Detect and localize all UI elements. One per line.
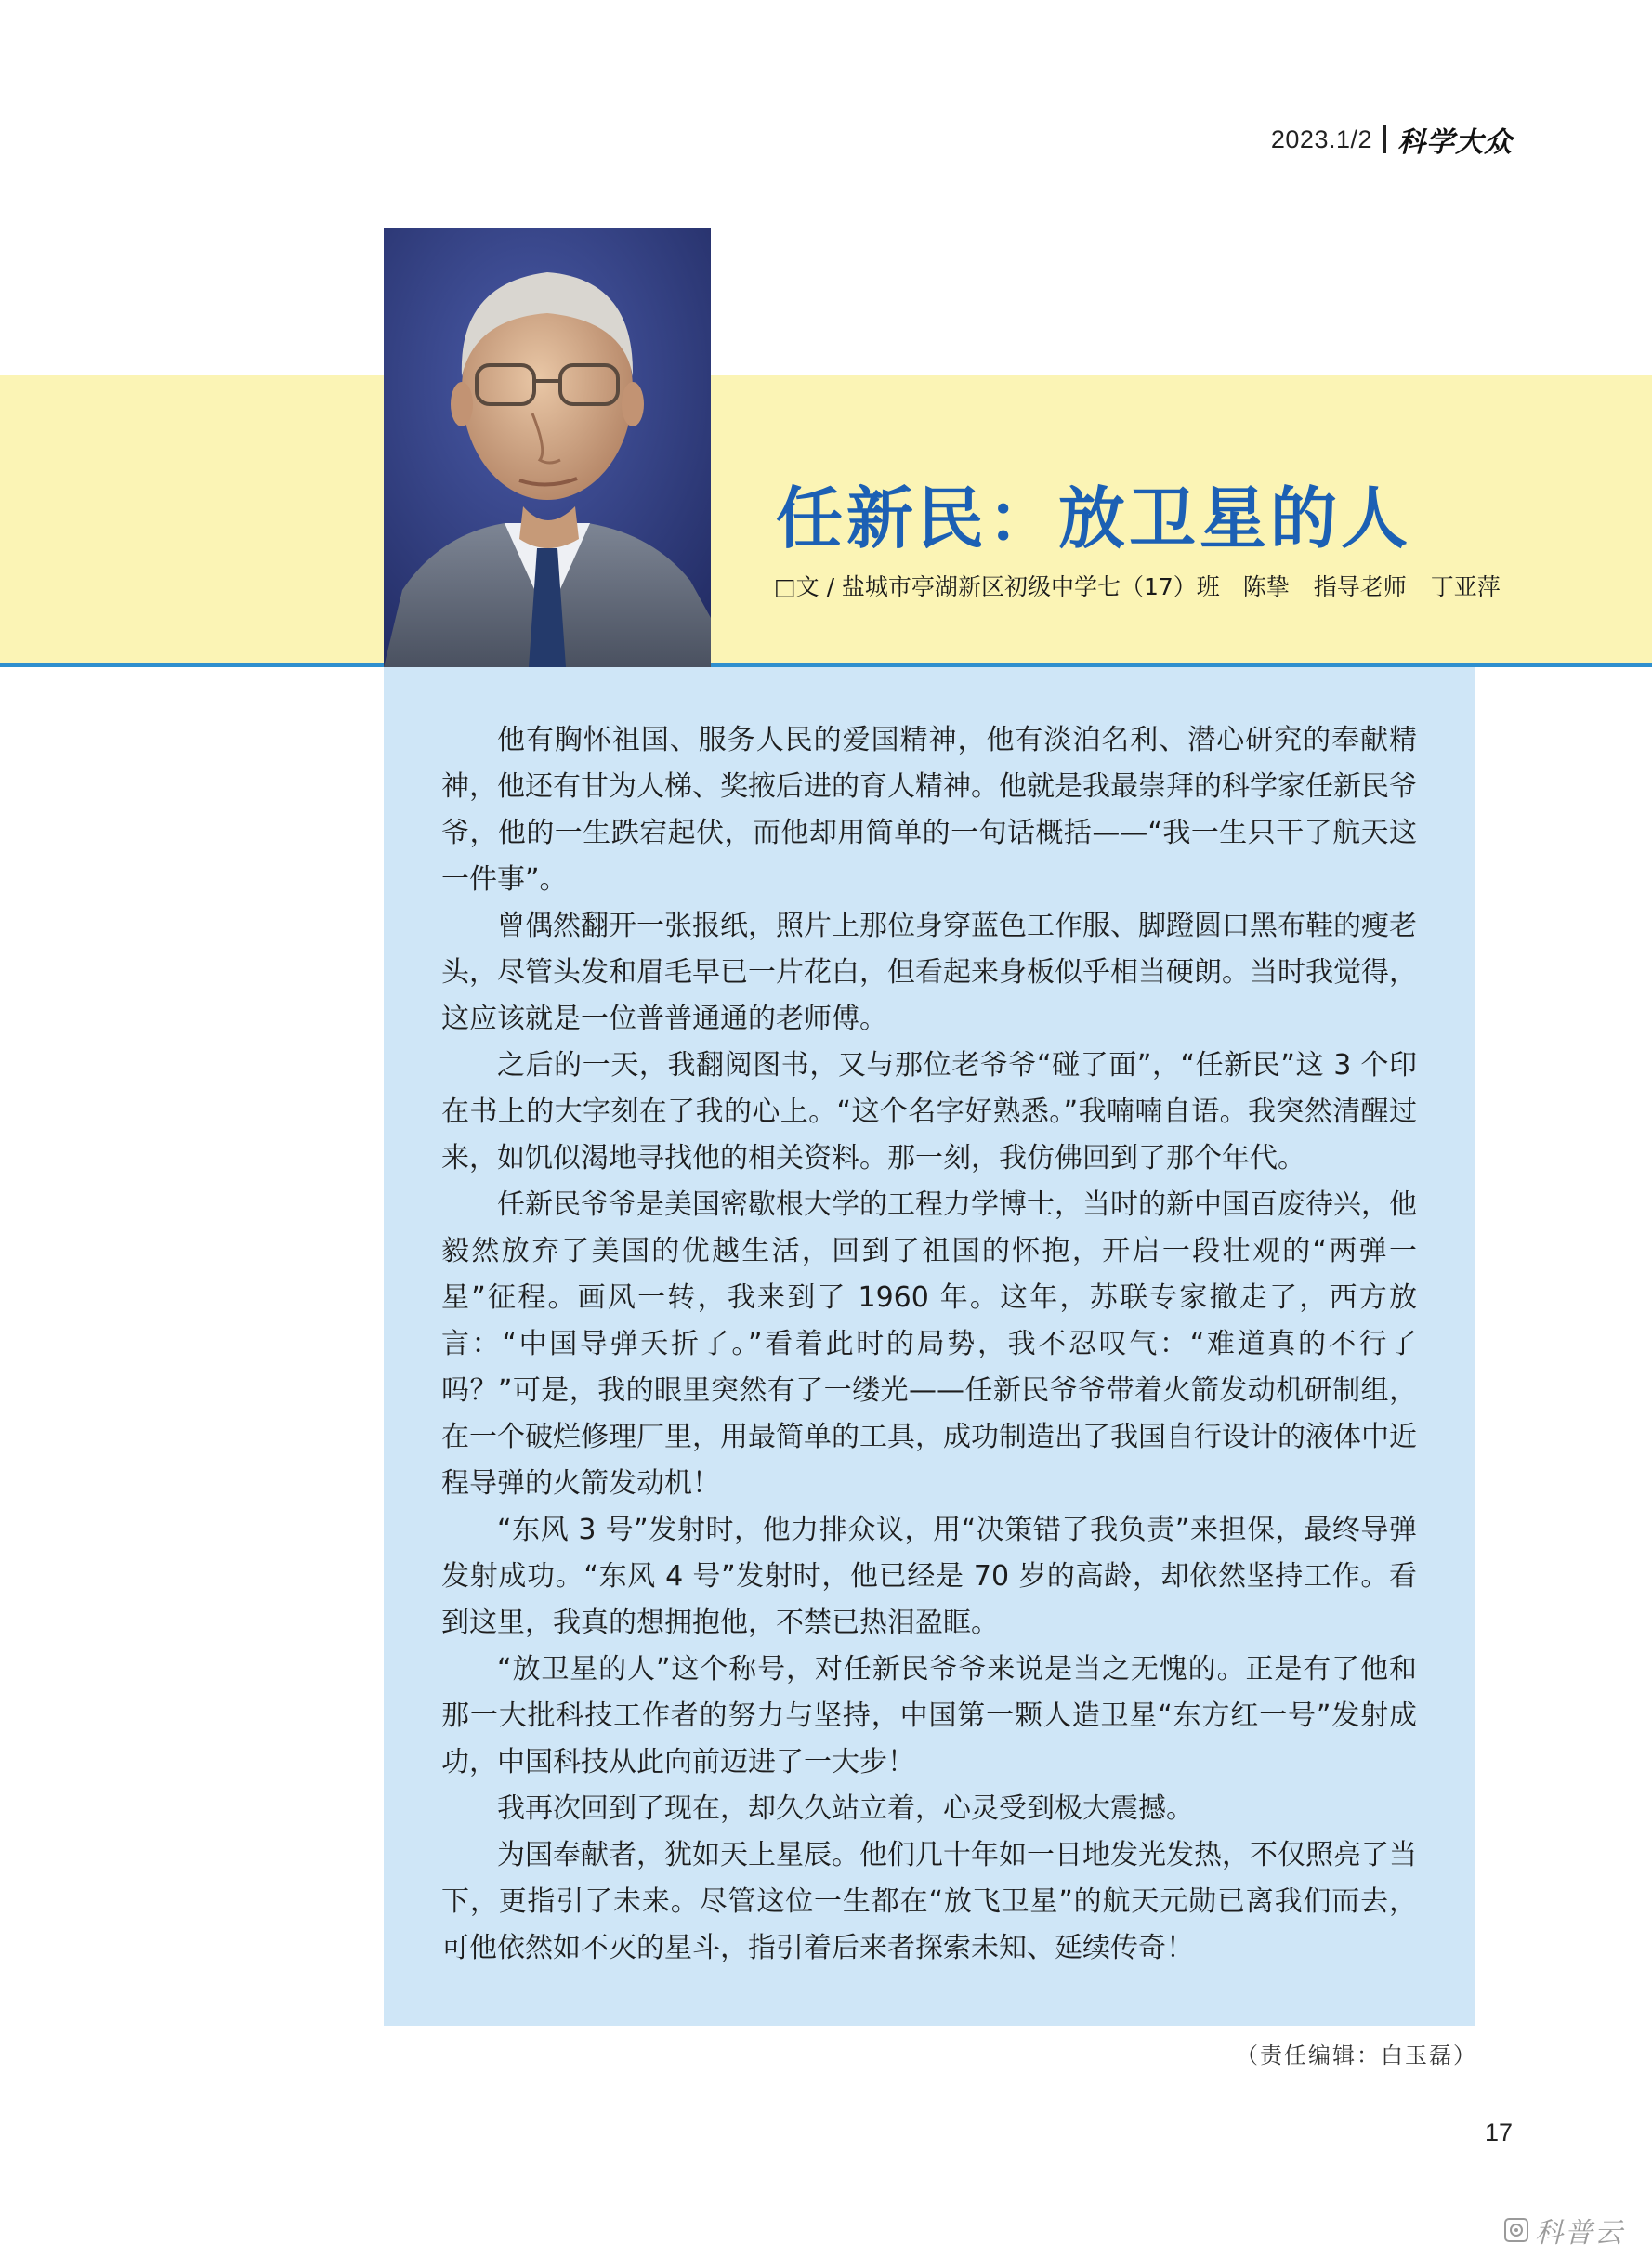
editor-note: （责任编辑：白玉磊）: [1236, 2042, 1477, 2068]
byline: [774, 569, 1525, 602]
paragraph: 任新民爷爷是美国密歇根大学的工程力学博士，当时的新中国百废待兴，他毅然放弃了美国的优越生活，回到了祖国的怀抱，开启一段壮观的“两弹一星”征程。画风一转，我来到了 1960 年。这年，苏联专家撤走了，西方放言：“中国导弹夭折了。”看着此时的局势，我不忍叹气：“难道真的不行了吗？”可是，我的眼里突然有了一缕光——任新民爷爷带着火箭发动机研制组，在一个破烂修理厂里，用最简单的工具，成功制造出了我国自行设计的液体中近程导弹的火箭发动机！: [441, 1188, 1417, 1500]
page-number: 17: [1485, 2119, 1514, 2146]
paragraph: 为国奉献者，犹如天上星辰。他们几十年如一日地发光发热，不仅照亮了当下，更指引了未来。尽管这位一生都在“放飞卫星”的航天元勋已离我们而去，可他依然如不灭的星斗，指引着后来者探索未知、延续传奇！: [441, 1839, 1417, 1964]
paragraph: 之后的一天，我翻阅图书，又与那位老爷爷“碰了面”，“任新民”这 3 个印在书上的大字刻在了我的心上。“这个名字好熟悉。”我喃喃自语。我突然清醒过来，如饥似渴地寻找他的相关资料。那一刻，我仿佛回到了那个年代。: [441, 1049, 1417, 1174]
watermark-logo-icon: [1503, 2217, 1529, 2243]
byline-advisor-name: 丁亚萍: [1430, 573, 1501, 600]
article-body: [441, 717, 1417, 1972]
page-header: [1271, 119, 1513, 160]
magazine-logo: 科学大众: [1397, 126, 1513, 159]
byline-advisor-label: 指导老师: [1313, 573, 1407, 600]
paragraph: 他有胸怀祖国、服务人民的爱国精神，他有淡泊名利、潜心研究的奉献精神，他还有甘为人梯、奖掖后进的育人精神。他就是我最崇拜的科学家任新民爷爷，他的一生跌宕起伏，而他却用简单的一句话概括——“我一生只干了航天这一件事”。: [441, 724, 1417, 896]
watermark-text: 科普云: [1535, 2217, 1624, 2250]
paragraph: 曾偶然翻开一张报纸，照片上那位身穿蓝色工作服、脚蹬圆口黑布鞋的瘦老头，尽管头发和眉毛早已一片花白，但看起来身板似乎相当硬朗。当时我觉得，这应该就是一位普普通通的老师傅。: [441, 910, 1417, 1035]
article-title: 任新民：放卫星的人: [776, 479, 1412, 558]
issue-date: 2023.1/2: [1270, 125, 1372, 153]
byline-author: □文 / 盐城市亭湖新区初级中学七（17）班 陈挚: [774, 573, 1290, 600]
header-divider: [1383, 125, 1386, 153]
paragraph: “东风 3 号”发射时，他力排众议，用“决策错了我负责”来担保，最终导弹发射成功。“东风 4 号”发射时，他已经是 70 岁的高龄，却依然坚持工作。看到这里，我真的想拥抱他，不禁已热泪盈眶。: [441, 1514, 1417, 1639]
paragraph: “放卫星的人”这个称号，对任新民爷爷来说是当之无愧的。正是有了他和那一大批科技工作者的努力与坚持，中国第一颗人造卫星“东方红一号”发射成功，中国科技从此向前迈进了一大步！: [441, 1653, 1417, 1778]
watermark: [1503, 2210, 1624, 2250]
paragraph: 我再次回到了现在，却久久站立着，心灵受到极大震撼。: [497, 1792, 1194, 1825]
portrait-photo: [384, 228, 711, 667]
